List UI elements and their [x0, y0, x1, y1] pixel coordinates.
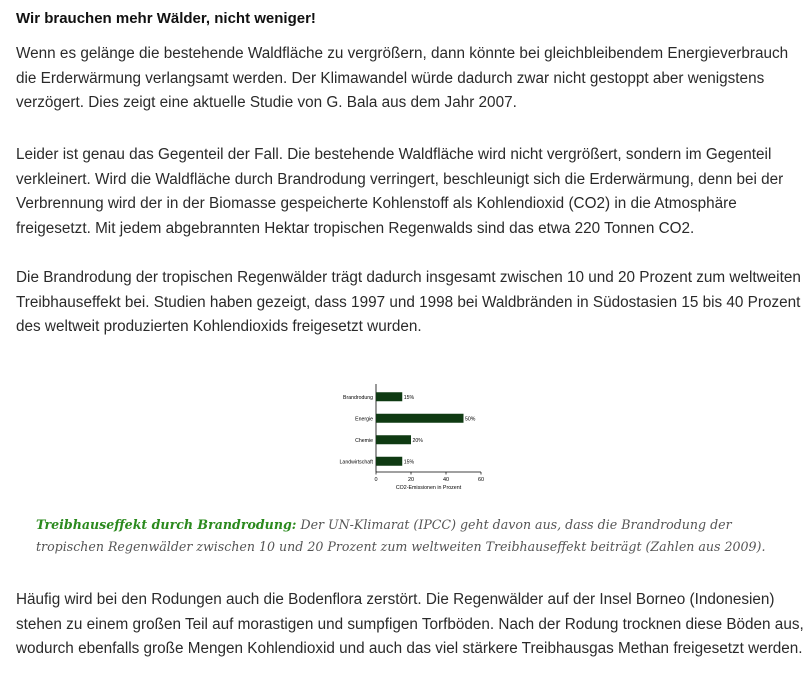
caption-text: Der UN-Klimarat (IPCC) geht davon aus, dass die Brandrodung der tropischen Regenwälder zwischen 10 und 20 Prozent zum weltweiten Treibhauseffekt beiträgt (Zahlen aus 2009).	[36, 517, 766, 554]
x-tick-label: 60	[477, 477, 485, 483]
bar	[376, 435, 411, 444]
caption-title: Treibhauseffekt durch Brandrodung:	[36, 517, 297, 532]
chart-caption	[36, 514, 776, 558]
value-label: 15%	[403, 459, 415, 466]
x-tick-label: 20	[407, 477, 415, 483]
emissions-chart	[330, 378, 490, 494]
category-label: Chemie	[355, 437, 373, 444]
x-tick-label: 40	[442, 477, 450, 483]
paragraph: Leider ist genau das Gegenteil der Fall. Die bestehende Waldfläche wird nicht vergrößert, sondern im Gegenteil verkleinert. Wird die Waldfläche durch Brandrodung verringert, beschleunigt sich die Erderwärmung, denn bei der Verbrennung wird der in der Biomasse gespeicherte Kohlenstoff als Kohlendioxid (CO2) in die Atmosphäre freigesetzt. Mit jedem abgebrannten Hektar tropischen Regenwalds sind das etwa 220 Tonnen CO2.	[16, 146, 784, 237]
bar	[376, 414, 464, 423]
category-label: Landwirtschaft	[339, 459, 373, 466]
paragraph: Häufig wird bei den Rodungen auch die Bodenflora zerstört. Die Regenwälder auf der Insel Borneo (Indonesien) stehen zu einem großen Teil auf morastigen und sumpfigen Torfböden. Nach der Rodung trocknen diese Böden aus, wodurch ebenfalls große Mengen Kohlendioxid und auch das viel stärkere Treibhausgas Methan freigesetzt werden.	[16, 591, 804, 657]
bar-chart-svg	[330, 378, 490, 494]
category-label: Brandrodung	[343, 394, 373, 401]
x-axis-title: CO2-Emissionen in Prozent	[395, 485, 462, 491]
bar	[376, 457, 402, 466]
value-label: 20%	[412, 437, 423, 444]
x-tick-label: 0	[374, 477, 378, 483]
category-label: Energie	[355, 416, 373, 423]
article-heading: Wir brauchen mehr Wälder, nicht weniger!	[16, 10, 316, 27]
value-label: 50%	[465, 416, 476, 423]
value-label: 15%	[403, 394, 415, 401]
bar	[376, 392, 402, 401]
paragraph: Wenn es gelänge die bestehende Waldfläche zu vergrößern, dann könnte bei gleichbleibendem Energieverbrauch die Erderwärmung verlangsamt werden. Der Klimawandel würde dadurch zwar nicht gestoppt aber wenigstens verzögert. Dies zeigt eine aktuelle Studie von G. Bala aus dem Jahr 2007.	[16, 45, 789, 111]
paragraph: Die Brandrodung der tropischen Regenwälder trägt dadurch insgesamt zwischen 10 und 20 Prozent zum weltweiten Treibhauseffekt bei. Studien haben gezeigt, dass 1997 und 1998 bei Waldbränden in Südostasien 15 bis 40 Prozent des weltweit produzierten Kohlendioxids freigesetzt wurden.	[16, 269, 801, 335]
